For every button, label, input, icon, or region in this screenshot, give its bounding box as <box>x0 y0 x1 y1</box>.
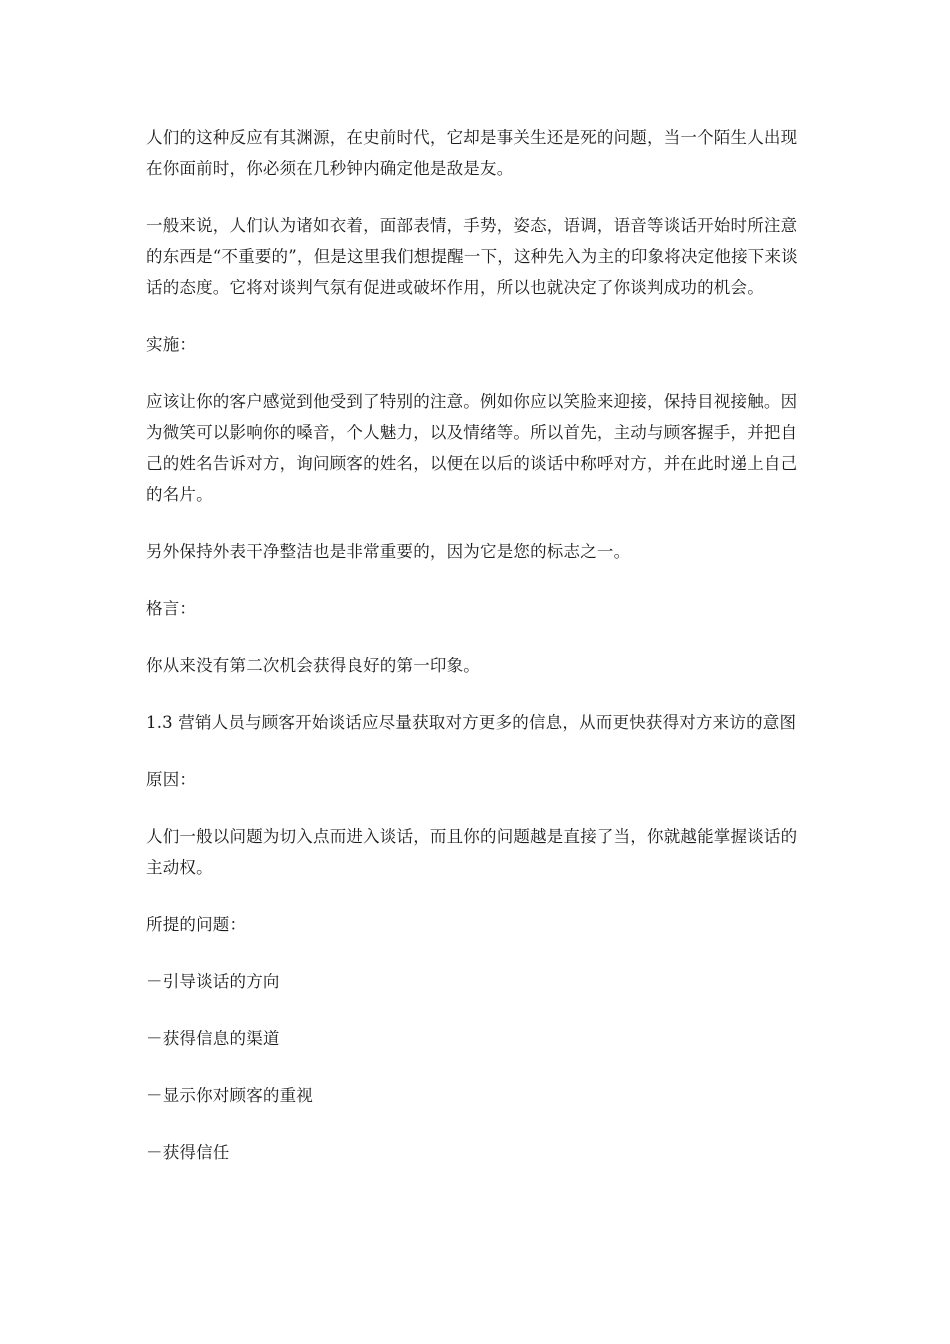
heading-reason: 原因： <box>146 770 197 789</box>
list-item: －显示你对顾客的重视 <box>146 1086 313 1105</box>
list-item: －引导谈话的方向 <box>146 972 280 991</box>
heading-questions: 所提的问题： <box>146 915 247 934</box>
paragraph-maxim: 你从来没有第二次机会获得良好的第一印象。 <box>146 656 480 675</box>
paragraph-reason: 人们一般以问题为切入点而进入谈话，而且你的问题越是直接了当，你就越能掌握谈话的主动权。 <box>146 827 798 877</box>
heading-maxim: 格言： <box>146 599 197 618</box>
paragraph-appearance: 另外保持外表干净整洁也是非常重要的，因为它是您的标志之一。 <box>146 542 631 561</box>
list-item: －获得信任 <box>146 1143 230 1162</box>
paragraph-implementation: 应该让你的客户感觉到他受到了特别的注意。例如你应以笑脸来迎接，保持目视接触。因为微笑可以影响你的嗓音，个人魅力，以及情绪等。所以首先，主动与顾客握手，并把自己的姓名告诉对方，询问顾客的姓名，以便在以后的谈话中称呼对方，并在此时递上自己的名片。 <box>146 392 798 504</box>
heading-implementation: 实施： <box>146 335 197 354</box>
paragraph-first-impression: 一般来说，人们认为诸如衣着，面部表情，手势，姿态，语调，语音等谈话开始时所注意的东西是“不重要的”，但是这里我们想提醒一下，这种先入为主的印象将决定他接下来谈话的态度。它将对谈判气氛有促进或破坏作用，所以也就决定了你谈判成功的机会。 <box>146 216 798 297</box>
paragraph-origin: 人们的这种反应有其渊源，在史前时代，它却是事关生还是死的问题，当一个陌生人出现在你面前时，你必须在几秒钟内确定他是敌是友。 <box>146 128 798 178</box>
document-body <box>146 122 812 1194</box>
section-heading-1-3: 1.3 营销人员与顾客开始谈话应尽量获取对方更多的信息，从而更快获得对方来访的意图 <box>146 713 797 732</box>
list-item: －获得信息的渠道 <box>146 1029 280 1048</box>
